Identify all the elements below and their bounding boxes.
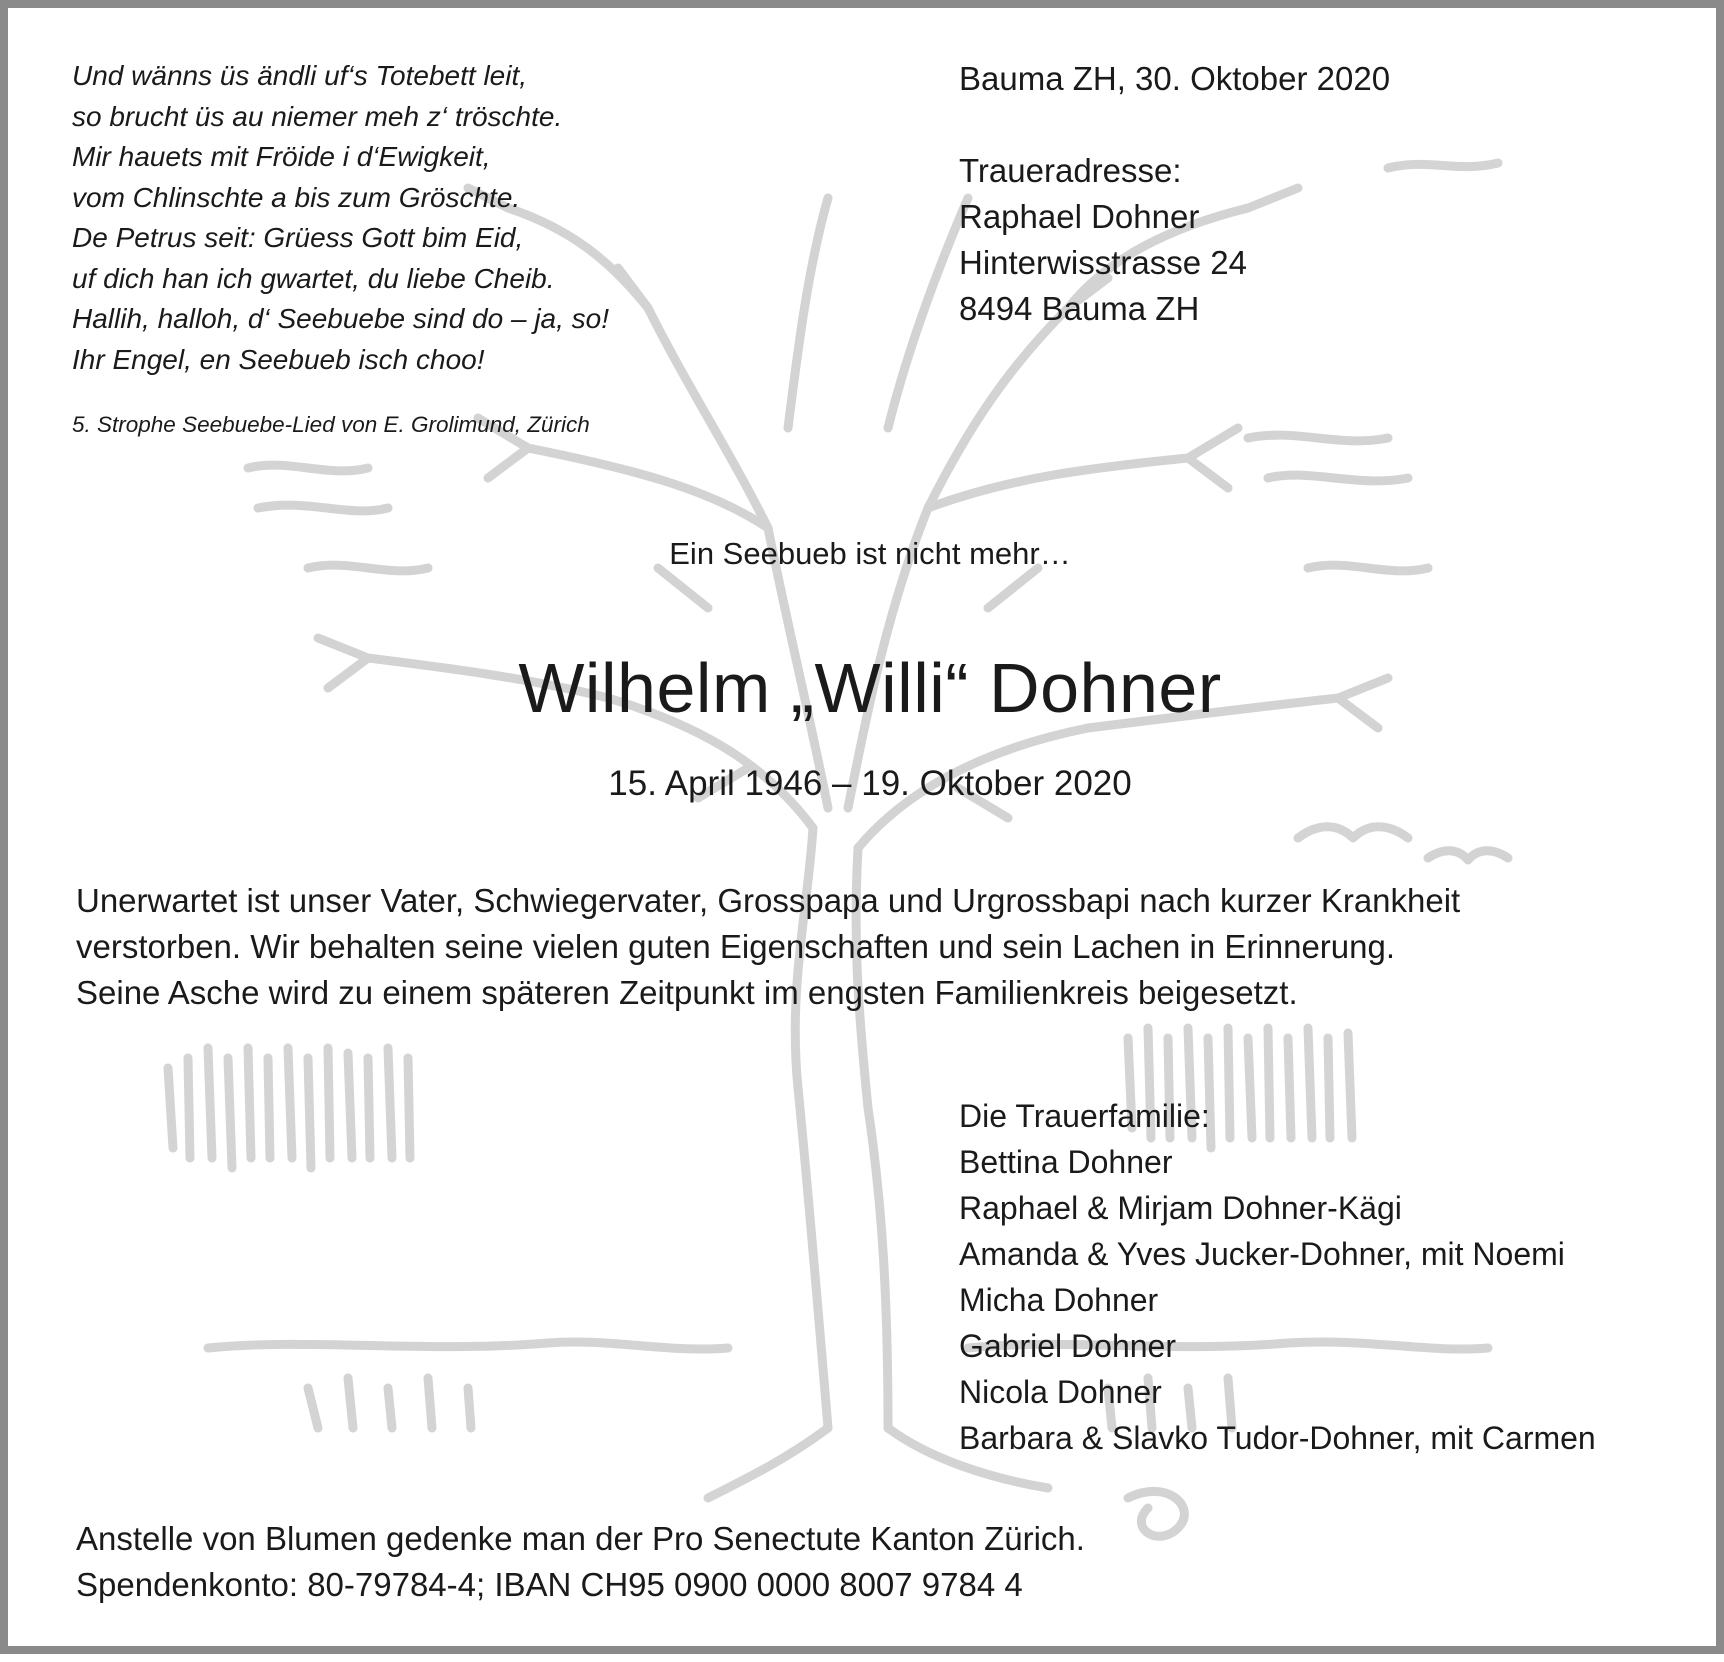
family-member: Raphael & Mirjam Dohner-Kägi	[959, 1190, 1402, 1226]
poem-line: Ihr Engel, en Seebueb isch choo!	[72, 343, 485, 375]
announcement-line: verstorben. Wir behalten seine vielen guten Eigenschaften und sein Lachen in Erinnerung.	[76, 928, 1396, 965]
poem	[72, 56, 712, 380]
poem-line: Mir hauets mit Fröide i d‘Ewigkeit,	[72, 141, 491, 172]
place-and-address	[959, 56, 1390, 332]
mourning-family	[959, 1093, 1596, 1461]
poem-credit: 5. Strophe Seebuebe-Lied von E. Grolimund, Zürich	[72, 412, 590, 437]
address-street: Hinterwisstrasse 24	[959, 244, 1247, 281]
family-member: Gabriel Dohner	[959, 1328, 1176, 1364]
intro-text: Ein Seebueb ist nicht mehr…	[669, 536, 1071, 571]
deceased-name: Wilhelm „Willi“ Dohner	[518, 649, 1222, 727]
family-label: Die Trauerfamilie:	[959, 1098, 1210, 1134]
donation-account: Spendenkonto: 80-79784-4; IBAN CH95 0900 0000 8007 9784 4	[76, 1566, 1023, 1603]
poem-line: so brucht üs au niemer meh z‘ tröschte.	[72, 100, 563, 132]
announcement-line: Unerwartet ist unser Vater, Schwiegervater, Grosspapa und Urgrossbapi nach kurzer Krankheit	[76, 882, 1461, 919]
poem-line: uf dich han ich gwartet, du liebe Cheib.	[72, 262, 555, 294]
family-member: Nicola Dohner	[959, 1374, 1162, 1410]
place-date: Bauma ZH, 30. Oktober 2020	[959, 60, 1391, 97]
address-name: Raphael Dohner	[959, 198, 1200, 235]
family-member: Micha Dohner	[959, 1282, 1159, 1318]
donation-line: Anstelle von Blumen gedenke man der Pro Senectute Kanton Zürich.	[76, 1520, 1085, 1557]
announcement-line: Seine Asche wird zu einem späteren Zeitpunkt im engsten Familienkreis beigesetzt.	[76, 974, 1298, 1011]
family-member: Barbara & Slavko Tudor-Dohner, mit Carmen	[959, 1420, 1596, 1456]
address-label: Traueradresse:	[959, 152, 1182, 189]
donation-note	[76, 1516, 1085, 1608]
family-member: Bettina Dohner	[959, 1144, 1173, 1180]
poem-line: Hallih, halloh, d‘ Seebuebe sind do – ja, so!	[72, 303, 610, 334]
poem-line: Und wänns üs ändli uf‘s Totebett leit,	[72, 60, 528, 91]
poem-line: vom Chlinschte a bis zum Gröschte.	[72, 181, 521, 213]
life-dates: 15. April 1946 – 19. Oktober 2020	[608, 764, 1132, 803]
address-city: 8494 Bauma ZH	[959, 290, 1200, 327]
family-member: Amanda & Yves Jucker-Dohner, mit Noemi	[959, 1236, 1565, 1272]
poem-line: De Petrus seit: Grüess Gott bim Eid,	[72, 222, 524, 253]
announcement	[76, 878, 1460, 1016]
